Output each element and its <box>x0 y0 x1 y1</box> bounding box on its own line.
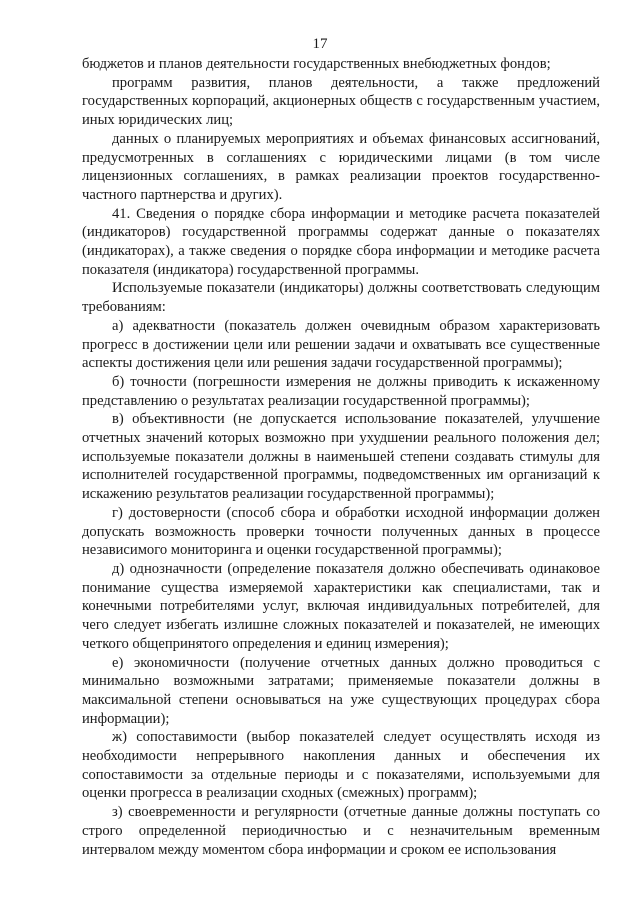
paragraph-41-indicator-info: 41. Сведения о порядке сбора информации и методике расчета показателей (индикаторов) государственной программы содержат данные о показателях (индикаторах), а также сведения о порядке сбора информации и методике расчета показателя (индикатора) государственной программы. <box>82 205 600 278</box>
requirement-a-adequacy: а) адекватности (показатель должен очевидным образом характеризовать прогресс в достижении цели или решении задачи и охватывать все существенные аспекты достижения цели или решения задачи государственной программы); <box>82 317 600 372</box>
requirement-z-timeliness: з) своевременности и регулярности (отчетные данные должны поступать со строго определенной периодичностью и с незначительным временным интервалом между моментом сбора информации и сроком ее использования <box>82 804 600 858</box>
document-body <box>82 55 600 859</box>
page-number: 17 <box>312 36 328 52</box>
paragraph-requirements-intro: Используемые показатели (индикаторы) должны соответствовать следующим требованиям: <box>82 280 600 316</box>
paragraph-planned-activities: данных о планируемых мероприятиях и объемах финансовых ассигнований, предусмотренных в соглашениях с юридическими лицами (в том числе лицензионных соглашениях, в рамках реализации проектов государственно-частного партнерства и других). <box>82 130 600 203</box>
requirement-e-economy: е) экономичности (получение отчетных данных должно проводиться с минимально возможными затратами; применяемые показатели должны в максимальной степени основываться на уже существующих процедурах сбора информации); <box>82 654 600 727</box>
requirement-b-accuracy: б) точности (погрешности измерения не должны приводить к искаженному представлению о результатах реализации государственной программы); <box>82 373 600 409</box>
requirement-zh-comparability: ж) сопоставимости (выбор показателей следует осуществлять исходя из необходимости непрерывного накопления данных и обеспечения их сопоставимости за отдельные периоды и с показателями, используемыми для оценки прогресса в реализации сходных (смежных) программ); <box>82 729 600 802</box>
paragraph-development-programs: программ развития, планов деятельности, а также предложений государственных корпораций, акционерных обществ с государственным участием, иных юридических лиц; <box>82 74 600 129</box>
requirement-d-unambiguity: д) однозначности (определение показателя должно обеспечивать одинаковое понимание существа измеряемой характеристики как специалистами, так и конечными потребителями услуг, включая индивидуальных потребителей, для чего следует избегать излишне сложных показателей и показателей, не имеющих четкого общепринятого определения и единиц измерения); <box>82 560 600 652</box>
requirement-g-reliability: г) достоверности (способ сбора и обработки исходной информации должен допускать возможность проверки точности полученных данных в процессе независимого мониторинга и оценки государственной программы); <box>82 504 600 559</box>
paragraph-continuation-funds: бюджетов и планов деятельности государственных внебюджетных фондов; <box>82 56 551 72</box>
requirement-v-objectivity: в) объективности (не допускается использование показателей, улучшение отчетных значений которых возможно при ухудшении реального положения дел; используемые показатели должны в наименьшей степени создавать стимулы для исполнителей государственной программы, подведомственных им организаций к искажению результатов реализации государственной программы); <box>82 411 600 503</box>
